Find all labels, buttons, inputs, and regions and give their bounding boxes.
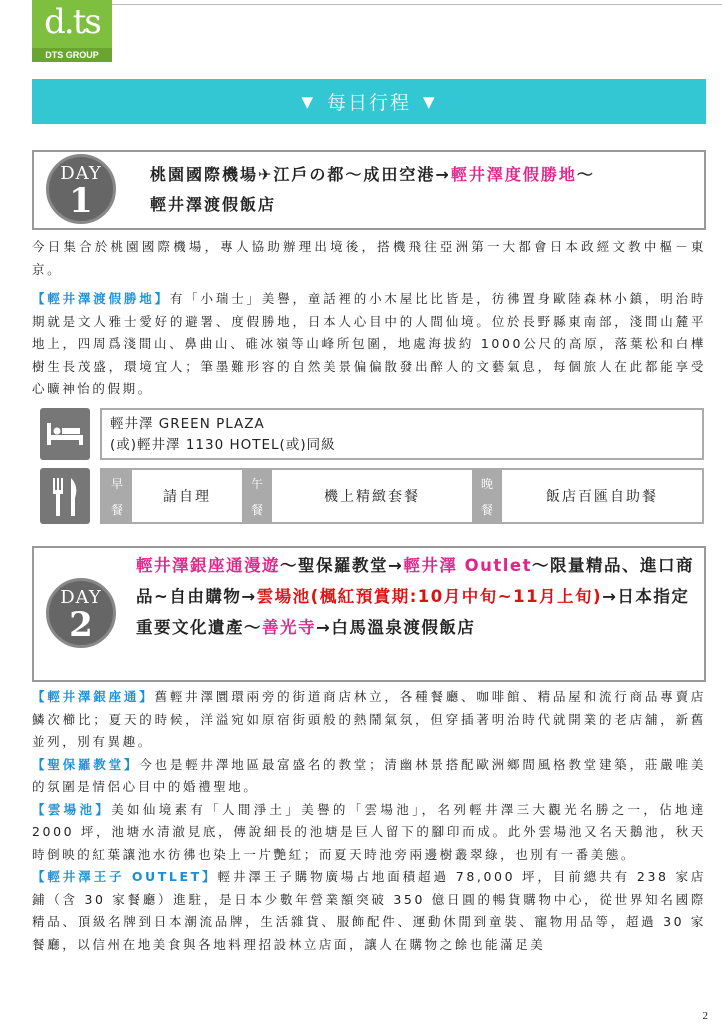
section-tag: 【輕井澤王子 OUTLET】 — [32, 869, 218, 884]
description-text: 有「小瑞士」美譽，童話裡的小木屋比比皆是，彷彿置身歐陸森林小鎮，明治時期就是文人雅士愛好的避署、度假勝地，日本人心目中的人間仙境。位於長野縣東南部，淺間山麓平地上，四周爲淺間山、鼻曲山、碓冰嶺等山峰所包圍，地處海拔約 1000公尺的高原，落葉松和白樺樹生長茂盛，環境宜人；筆墨難形容的自然美景偏偏散發出醉人的文藝氣息，每個旅人在此都能享受心曠神怡的假期。 — [32, 291, 706, 396]
breakfast-value: 請自理 — [163, 489, 211, 505]
airplane-icon: ✈ — [258, 165, 274, 184]
hotel-line: 輕井澤 GREEN PLAZA — [110, 416, 265, 432]
meal-label: 早 餐 — [102, 470, 132, 522]
day2-header — [32, 546, 706, 682]
section-tag: 【聖保羅教堂】 — [32, 756, 140, 772]
title-highlight: 雲場池(楓紅預賞期:10月中旬~11月上旬) — [256, 587, 603, 606]
title-part: ～ — [576, 165, 595, 184]
paragraph-text: 輕井澤王子購物廣場占地面積超過 78,000 坪，目前總共有 238 家店鋪（含 30 家餐廳）進駐，是日本少數年營業額突破 350 億日圓的暢貨購物中心，從世界知名國際精品、頂級名牌到日本潮流品牌，生活雜貨、服飾配件、運動休閒到童裝、寵物用品等，超過 30 家餐廳，以信州在地美食與各地料理招設林立店面，讓人在購物之餘也能滿足美 — [32, 869, 706, 952]
title-part: ～聖保羅教堂→ — [280, 556, 404, 575]
title-part: 輕井澤渡假飯店 — [150, 195, 277, 214]
banner-title: 每日行程 — [326, 92, 411, 114]
fork-knife-icon — [40, 468, 90, 524]
hotel-line: (或)輕井澤 1130 HOTEL(或)同級 — [110, 437, 336, 453]
section-tag: 【雲場池】 — [32, 801, 112, 817]
page-number: 2 — [702, 1010, 708, 1022]
triangle-down-icon: ▼ — [423, 92, 437, 111]
paragraph — [32, 754, 706, 799]
day-number: 2 — [69, 605, 93, 645]
dinner-value: 飯店百匯自助餐 — [546, 489, 658, 505]
title-part: ～限量精品、進口商品~自由購物→ — [136, 556, 694, 606]
day-label: DAY — [60, 587, 102, 608]
title-highlight: 輕井澤銀座通漫遊 — [136, 556, 280, 575]
title-highlight: 善光寺 — [262, 618, 316, 637]
day2-title — [136, 550, 696, 643]
paragraph — [32, 866, 706, 956]
top-divider — [112, 4, 722, 5]
day-label: DAY — [60, 163, 102, 184]
day1-header — [32, 150, 706, 230]
title-part: 江戶の都～成田空港→ — [273, 165, 451, 184]
intro-text: 今日集合於桃園國際機場，專人協助辦理出境後，搭機飛往亞洲第一大都會日本政經文教中樞－東京。 — [32, 239, 706, 277]
title-highlight: 輕井澤 Outlet — [403, 556, 532, 575]
logo-group-name: DTS GROUP — [32, 48, 112, 62]
section-tag: 【輕井澤銀座通】 — [32, 689, 155, 704]
title-part: →白馬溫泉渡假飯店 — [316, 618, 476, 637]
title-highlight: 輕井澤度假勝地 — [450, 165, 577, 184]
day-number: 1 — [69, 181, 93, 221]
hotel-info — [100, 408, 704, 460]
section-banner — [32, 79, 706, 124]
logo-mark: d.ts — [44, 2, 100, 42]
day1-badge — [46, 154, 116, 224]
triangle-down-icon: ▼ — [301, 92, 315, 111]
paragraph — [32, 799, 706, 867]
day1-intro — [32, 236, 706, 281]
meal-label: 午 餐 — [242, 470, 272, 522]
day2-description — [32, 686, 706, 956]
bed-icon — [40, 408, 90, 460]
day2-badge — [46, 578, 116, 648]
title-part: 桃園國際機場 — [150, 165, 259, 184]
paragraph-text: 今也是輕井澤地區最富盛名的教堂；清幽林景搭配歐洲鄉間風格教堂建築，莊嚴唯美的氛圍是情侶心目中的婚禮聖地。 — [32, 756, 706, 794]
day1-description — [32, 288, 706, 401]
lunch-value: 機上精緻套餐 — [324, 489, 420, 505]
paragraph-text: 美如仙境素有「人間淨土」美譽的「雲場池」，名列輕井澤三大觀光名勝之一，佔地達 2000 坪，池塘水清澈見底，傳說細長的池塘是巨人留下的腳印而成。此外雲場池又名天鵝池，秋天時倒映的紅葉讓池水彷彿也染上一片艷紅；而夏天時池旁兩邊樹叢翠綠，也別有一番美態。 — [32, 801, 706, 862]
meals-table — [100, 468, 704, 524]
paragraph-text: 舊輕井澤圜環兩旁的街道商店林立，各種餐廳、咖啡館、精品屋和流行商品專賣店鱗次櫛比；夏天的時候，洋溢宛如原宿街頭般的熱鬧氣氛，但穿插著明治時代就開業的老店舖，新舊並列，別有異趣。 — [32, 689, 706, 749]
meal-label: 晚 餐 — [472, 470, 502, 522]
day1-title — [150, 160, 696, 220]
accommodation-block — [40, 408, 706, 524]
dts-logo — [32, 0, 112, 62]
paragraph — [32, 686, 706, 754]
title-part: →日本指定重要文化遺產～ — [136, 587, 690, 637]
section-tag: 【輕井澤渡假勝地】 — [32, 291, 170, 306]
